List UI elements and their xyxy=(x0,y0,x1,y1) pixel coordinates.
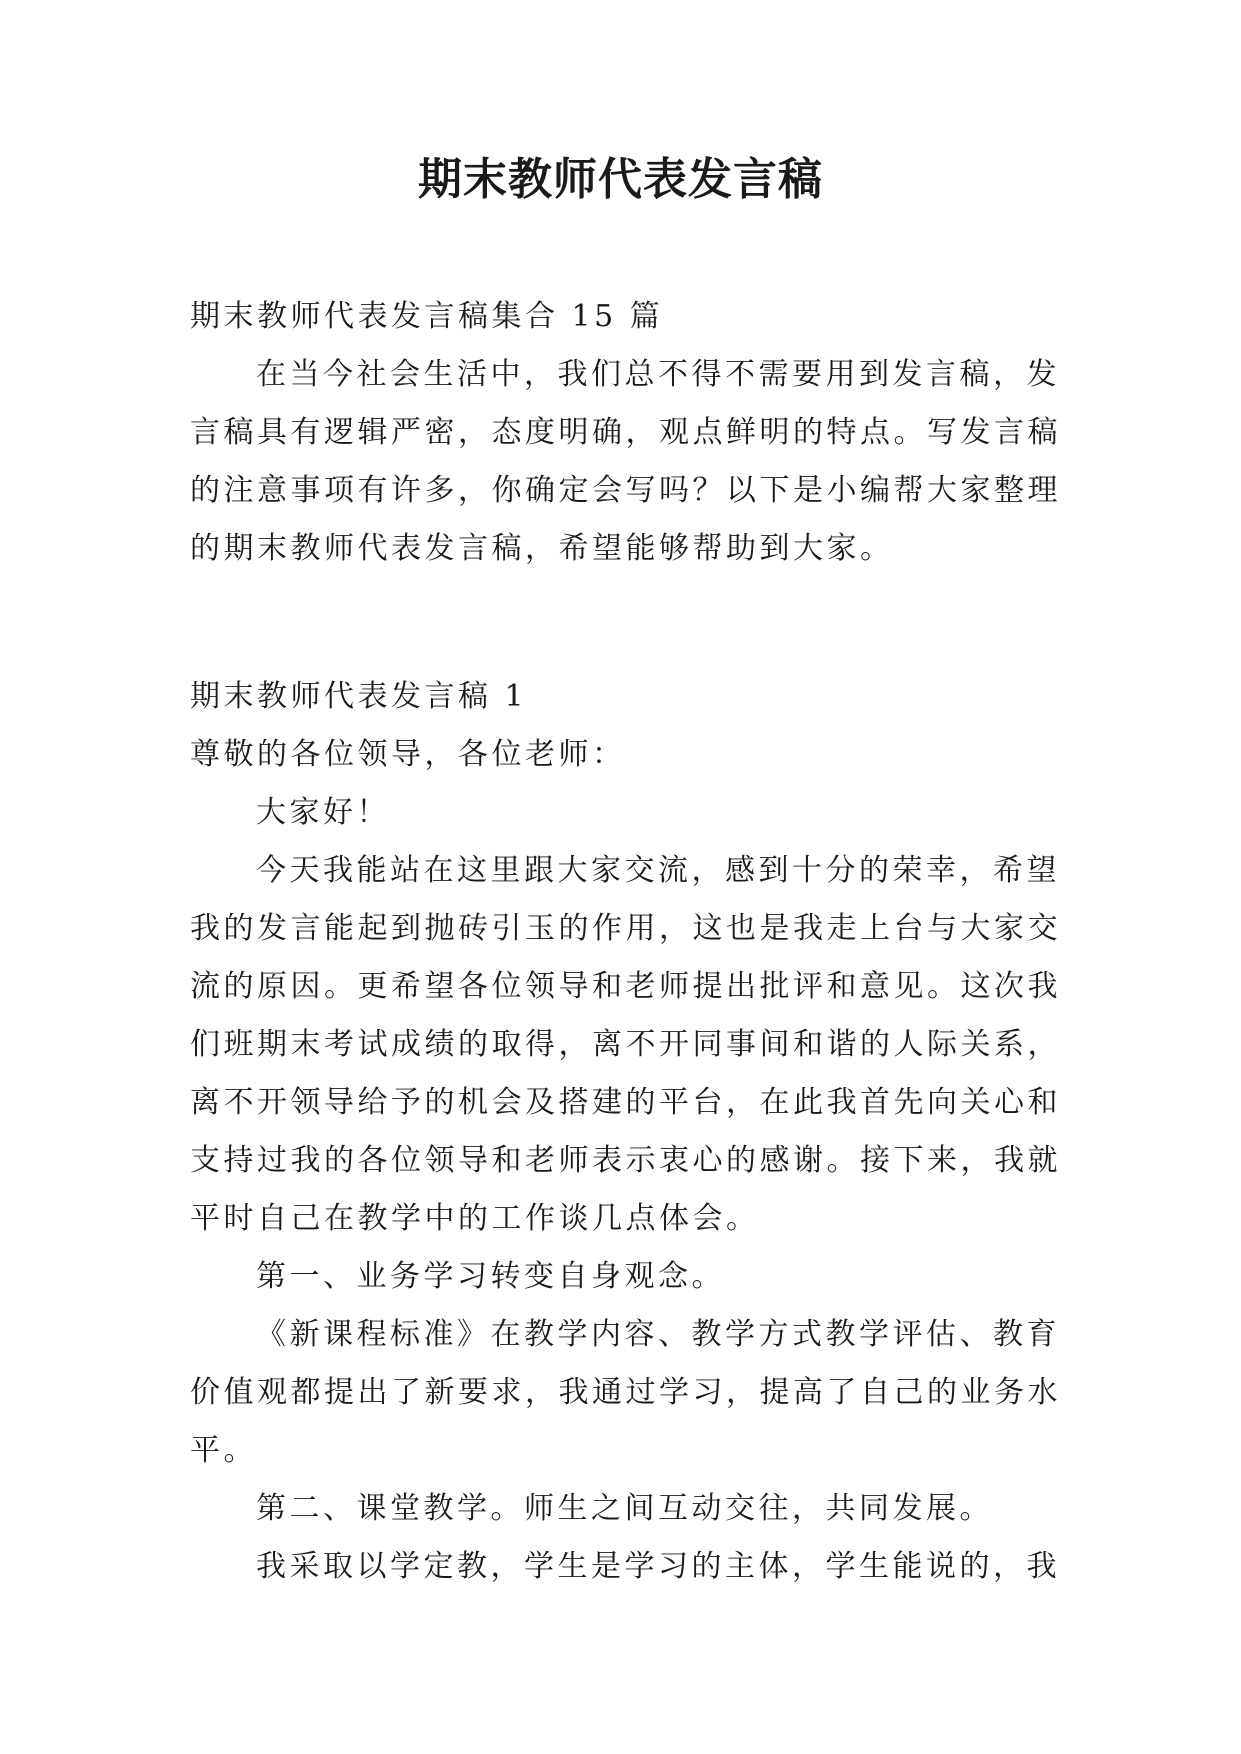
document-body xyxy=(190,288,1060,1596)
text-line: 支持过我的各位领导和老师表示衷心的感谢。接下来，我就 xyxy=(190,1143,1061,1178)
document-title: 期末教师代表发言稿 xyxy=(418,154,823,205)
text-line: 的期末教师代表发言稿，希望能够帮助到大家。 xyxy=(190,531,894,566)
text-line: 期末教师代表发言稿 1 xyxy=(190,679,528,714)
text-line: 言稿具有逻辑严密，态度明确，观点鲜明的特点。写发言稿 xyxy=(190,415,1061,450)
text-line: 价值观都提出了新要求，我通过学习，提高了自己的业务水 xyxy=(190,1375,1061,1410)
text-line: 们班期末考试成绩的取得，离不开同事间和谐的人际关系， xyxy=(190,1027,1061,1062)
text-line: 离不开领导给予的机会及搭建的平台，在此我首先向关心和 xyxy=(190,1085,1061,1120)
text-line: 尊敬的各位领导，各位老师： xyxy=(190,737,626,772)
text-line: 第二、课堂教学。师生之间互动交往，共同发展。 xyxy=(256,1491,993,1526)
text-line: 我的发言能起到抛砖引玉的作用，这也是我走上台与大家交 xyxy=(190,911,1061,946)
blank-line xyxy=(190,594,1060,652)
text-line: 大家好！ xyxy=(256,795,390,830)
text-line: 第一、业务学习转变自身观念。 xyxy=(256,1259,725,1294)
text-line: 期末教师代表发言稿集合 15 篇 xyxy=(190,299,664,334)
text-line: 流的原因。更希望各位领导和老师提出批评和意见。这次我 xyxy=(190,969,1061,1004)
text-line: 今天我能站在这里跟大家交流，感到十分的荣幸，希望 xyxy=(256,853,1060,888)
text-line: 《新课程标准》在教学内容、教学方式教学评估、教育 xyxy=(256,1317,1060,1352)
text-line: 在当今社会生活中，我们总不得不需要用到发言稿，发 xyxy=(256,357,1060,392)
text-line: 的注意事项有许多，你确定会写吗？以下是小编帮大家整理 xyxy=(190,473,1061,508)
text-line: 我采取以学定教，学生是学习的主体，学生能说的，我 xyxy=(256,1549,1060,1584)
text-line: 平时自己在教学中的工作谈几点体会。 xyxy=(190,1201,760,1236)
text-line: 平。 xyxy=(190,1433,257,1468)
